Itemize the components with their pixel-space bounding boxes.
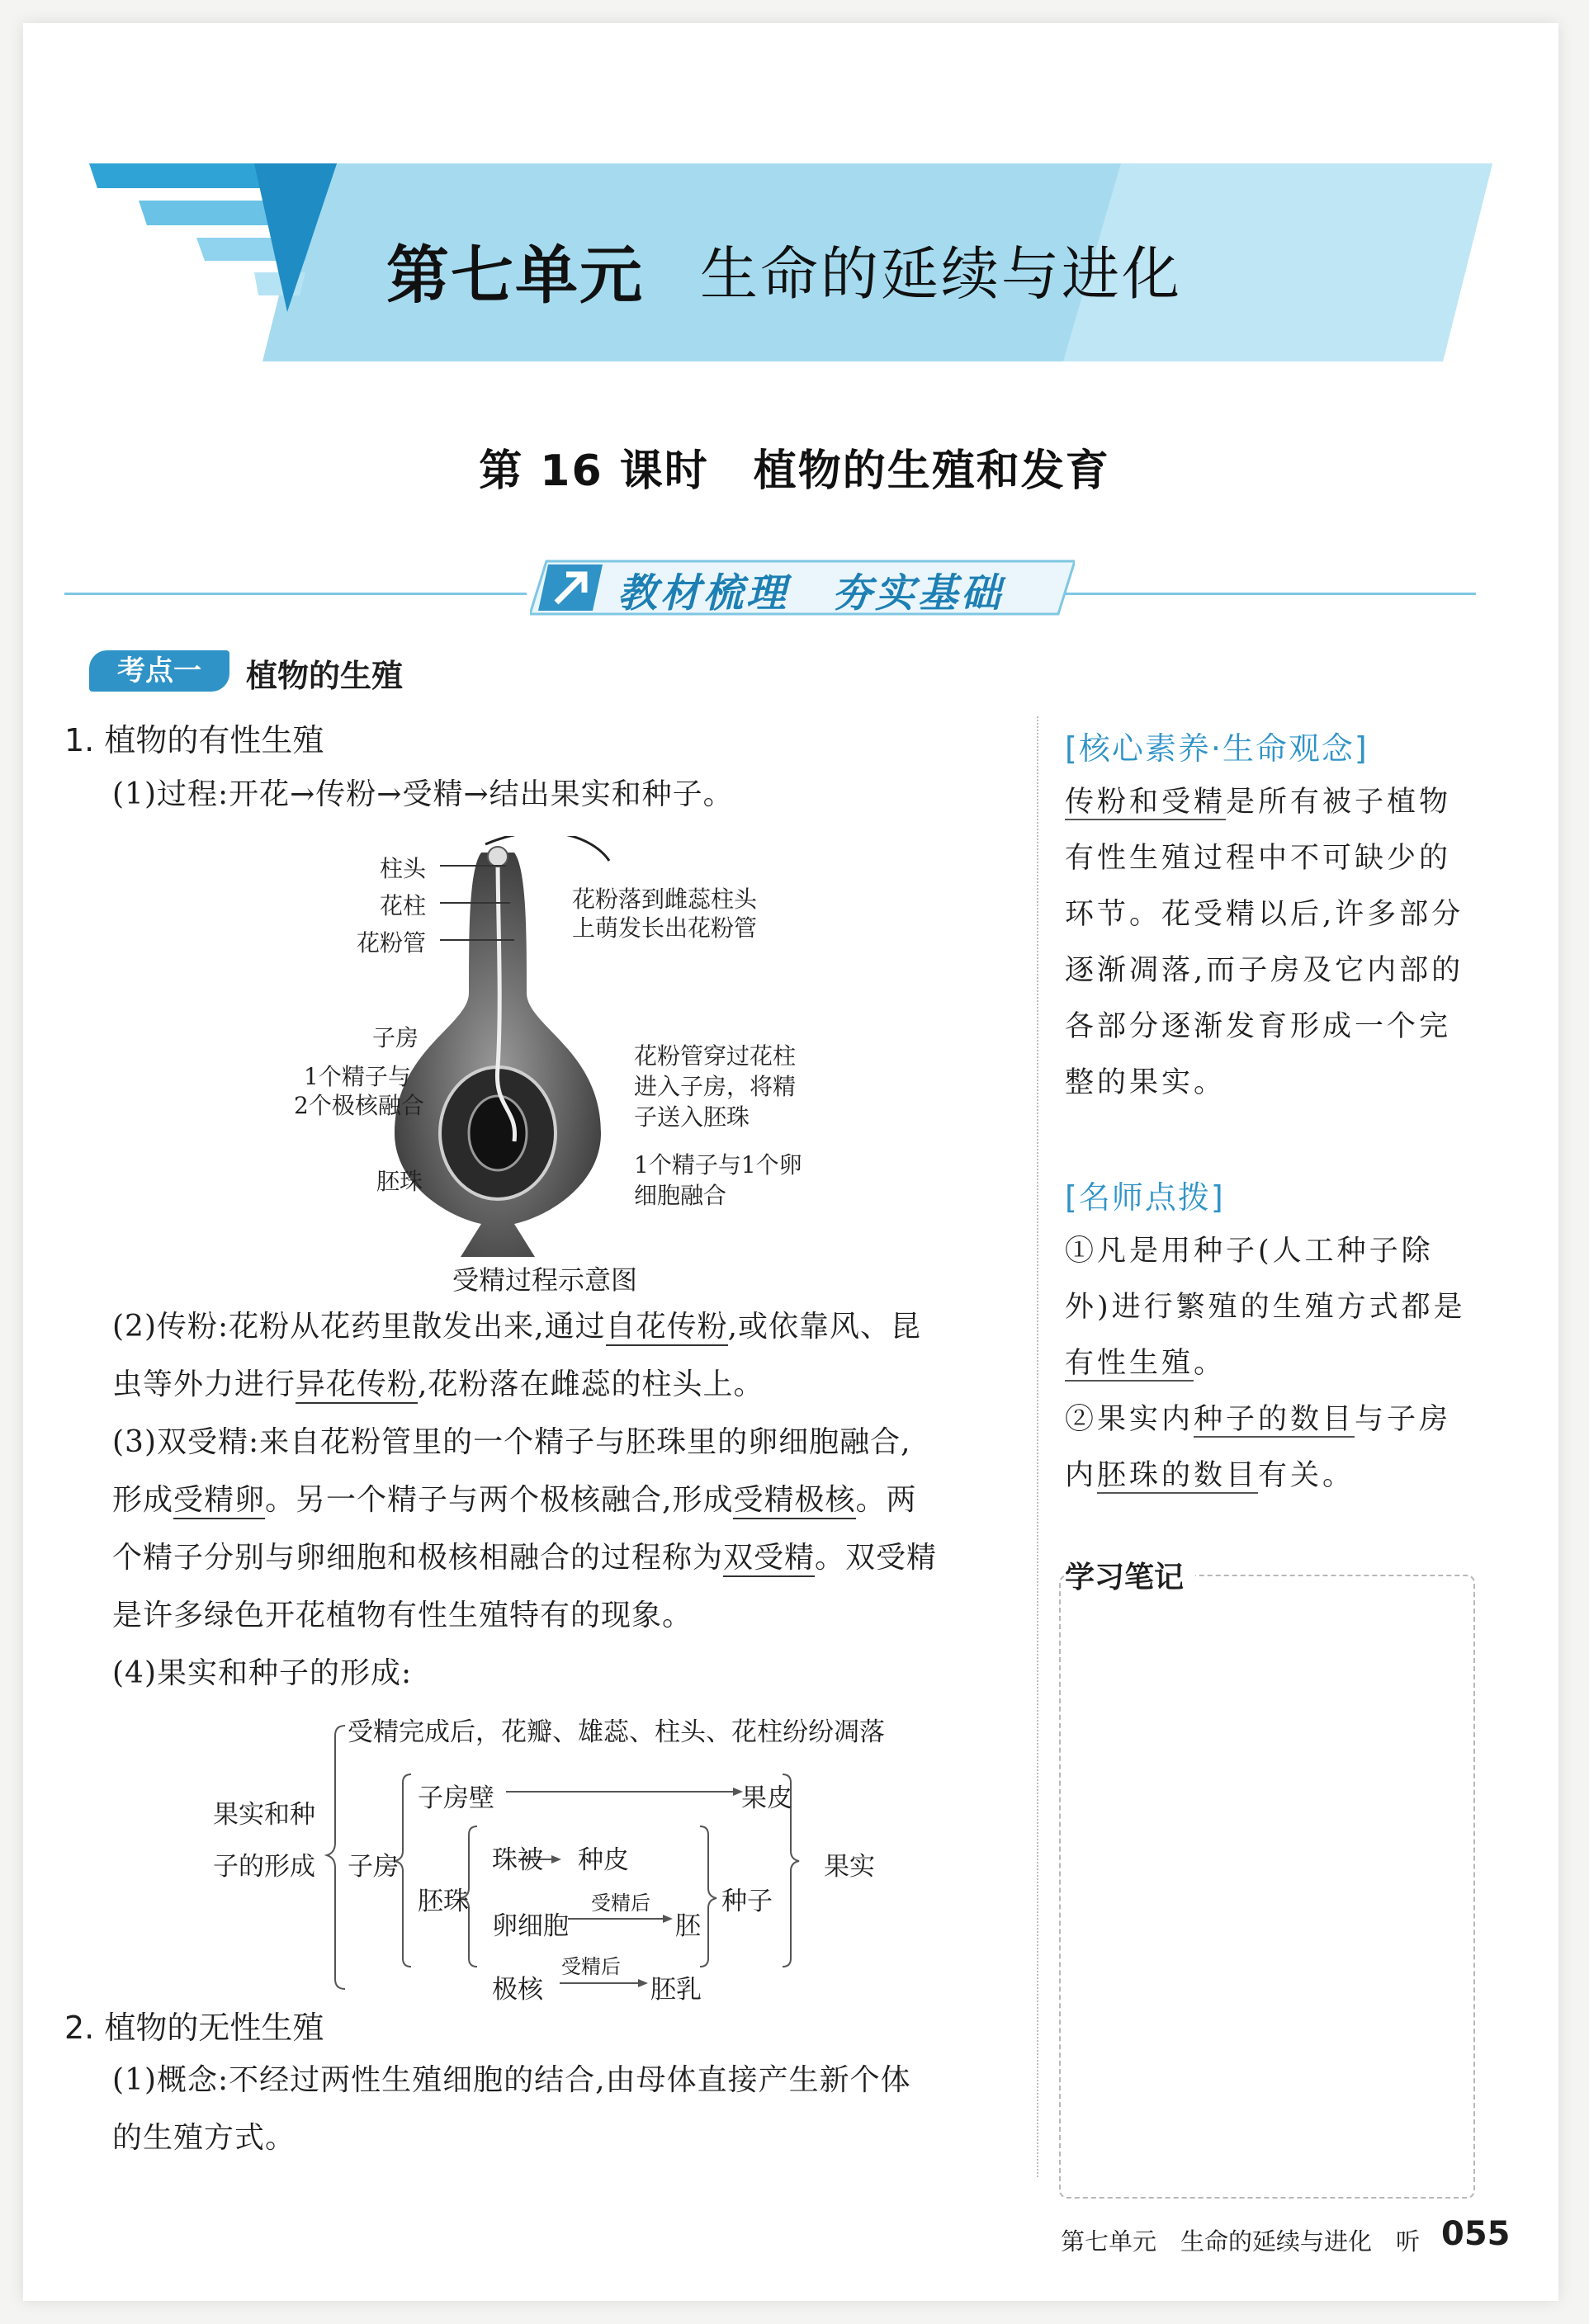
leader-line xyxy=(440,865,506,867)
item1-heading: 1. 植物的有性生殖 xyxy=(64,722,324,758)
tree-endosperm: 胚乳 xyxy=(650,1975,702,2005)
item2-concept: (1)概念:不经过两性生殖细胞的结合,由母体直接产生新个体 的生殖方式。 xyxy=(112,2063,911,2155)
label-sperm-polar-2: 2个极核融合 xyxy=(294,1092,424,1119)
tree-egg: 卵细胞 xyxy=(492,1911,569,1941)
core-literacy-title: [核心素养·生命观念] xyxy=(1065,730,1369,767)
tree-ovary-wall: 子房壁 xyxy=(418,1783,494,1813)
study-notes-label: 学习笔记 xyxy=(1065,1554,1195,1596)
label-style: 花柱 xyxy=(380,892,427,919)
kaodian-title: 植物的生殖 xyxy=(246,658,404,694)
section-line-left xyxy=(64,593,527,595)
tree-fruit: 果实 xyxy=(824,1852,875,1882)
section-title: 教材梳理 夯实基础 xyxy=(617,570,1005,616)
tree-root-1: 果实和种 xyxy=(213,1800,315,1830)
page xyxy=(23,23,1558,2301)
tree-after-fert-1: 受精后 xyxy=(591,1892,650,1915)
item1-process: (1)过程:开花→传粉→受精→结出果实和种子。 xyxy=(112,777,734,811)
leader-line xyxy=(440,939,514,941)
item1-fruit-formation: (4)果实和种子的形成: xyxy=(112,1656,413,1690)
tree-ovule: 胚珠 xyxy=(418,1887,469,1916)
teacher-tips-title: [名师点拨] xyxy=(1065,1179,1225,1216)
page-number: 055 xyxy=(1441,2215,1511,2253)
item1-pollination: (2)传粉:花粉从花药里散发出来,通过自花传粉,或依靠风、昆 虫等外力进行异花传粉,花粉落在雌蕊的柱头上。 xyxy=(112,1298,1029,1414)
tree-pericarp: 果皮 xyxy=(741,1783,792,1813)
brace-root xyxy=(327,1726,345,1989)
tree-integument: 珠被 xyxy=(492,1845,543,1875)
leader-line xyxy=(440,902,510,904)
tree-polar: 极核 xyxy=(492,1975,543,2005)
diagram-caption: 受精过程示意图 xyxy=(452,1264,638,1296)
study-notes-box[interactable] xyxy=(1059,1575,1475,2199)
label-pollen-tube: 花粉管 xyxy=(357,929,427,957)
sidebar-divider xyxy=(1037,716,1038,2177)
teacher-tips-text: ①凡是用种子(人工种子除 外)进行繁殖的生殖方式都是 有性生殖。 ②果实内种子的数目与子房 内胚珠的数目有关。 xyxy=(1065,1235,1466,1492)
label-stigma: 柱头 xyxy=(380,855,427,882)
label-tube-pass-2: 进入子房，将精 xyxy=(634,1073,797,1100)
tree-seed: 种子 xyxy=(721,1887,773,1916)
tree-seed-coat: 种皮 xyxy=(578,1845,629,1875)
label-sperm-egg-2: 细胞融合 xyxy=(634,1182,727,1209)
label-tube-pass-1: 花粉管穿过花柱 xyxy=(634,1042,797,1070)
item2-heading: 2. 植物的无性生殖 xyxy=(64,2010,324,2046)
unit-subtitle: 生命的延续与进化 xyxy=(700,240,1182,308)
label-sperm-egg-1: 1个精子与1个卵 xyxy=(634,1151,802,1179)
core-literacy-text: 传粉和受精是所有被子植物 有性生殖过程中不可缺少的 环节。花受精以后,许多部分 逐渐凋落,而子房及它内部的 各部分逐渐发育形成一个完 整的果实。 xyxy=(1065,786,1464,1099)
tree-after-fert-2: 受精后 xyxy=(561,1955,621,1978)
label-pollen-land-2: 上萌发长出花粉管 xyxy=(572,914,758,942)
lesson-title: 第 16 课时 植物的生殖和发育 xyxy=(479,446,1110,496)
label-tube-pass-3: 子送入胚珠 xyxy=(634,1103,750,1131)
label-ovary: 子房 xyxy=(372,1024,419,1051)
tree-ovary: 子房 xyxy=(348,1852,399,1882)
tree-withered: 受精完成后，花瓣、雄蕊、柱头、花柱纷纷凋落 xyxy=(348,1717,885,1747)
kaodian-tag: 考点一 xyxy=(89,650,229,692)
tree-root-2: 子的形成 xyxy=(213,1852,315,1882)
label-ovule: 胚珠 xyxy=(376,1168,423,1195)
footer-text: 第七单元 生命的延续与进化 听 xyxy=(1061,2227,1421,2256)
unit-title: 第七单元 xyxy=(386,239,644,312)
item1-double-fertilization: (3)双受精:来自花粉管里的一个精子与胚珠里的卵细胞融合, 形成受精卵。另一个精子与两个极核融合,形成受精极核。两 个精子分别与卵细胞和极核相融合的过程称为双受精。双受精 是许多绿色开花植物有性生殖特有的现象。 xyxy=(112,1425,938,1632)
label-pollen-land-1: 花粉落到雌蕊柱头 xyxy=(572,886,758,913)
label-sperm-polar-1: 1个精子与 xyxy=(304,1063,411,1090)
pollen-grain xyxy=(488,847,508,867)
brace-seed xyxy=(700,1826,716,1967)
tree-embryo: 胚 xyxy=(675,1911,701,1941)
embryo-sac xyxy=(469,1096,527,1170)
section-line-right xyxy=(1047,593,1476,595)
